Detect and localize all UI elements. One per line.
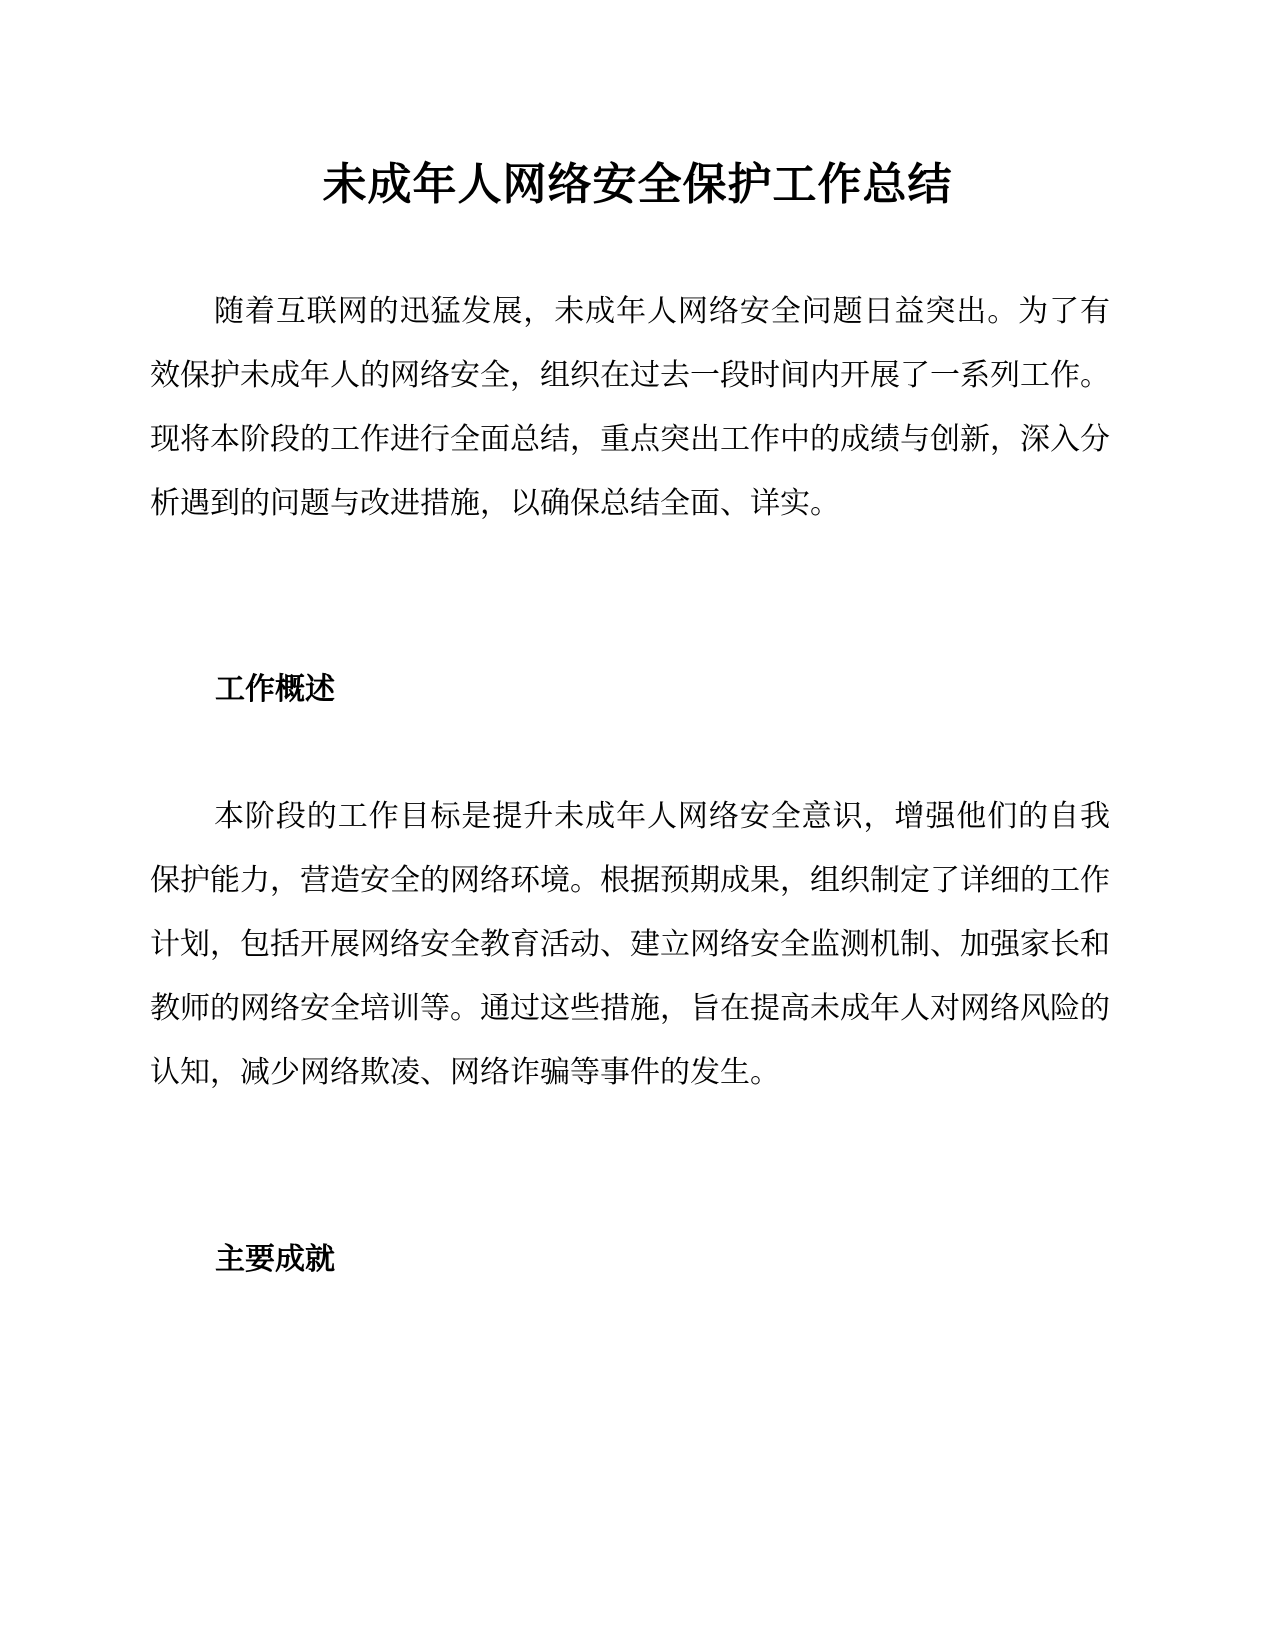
overview-paragraph: 本阶段的工作目标是提升未成年人网络安全意识，增强他们的自我保护能力，营造安全的网络环境。根据预期成果，组织制定了详细的工作计划，包括开展网络安全教育活动、建立网络安全监测机制、加强家长和教师的网络安全培训等。通过这些措施，旨在提高未成年人对网络风险的认知，减少网络欺凌、网络诈骗等事件的发生。 [150,799,1110,1090]
section-heading-overview: 工作概述 [215,672,335,707]
section-heading-achievements: 主要成就 [215,1242,335,1277]
intro-paragraph: 随着互联网的迅猛发展，未成年人网络安全问题日益突出。为了有效保护未成年人的网络安全，组织在过去一段时间内开展了一系列工作。现将本阶段的工作进行全面总结，重点突出工作中的成绩与创新，深入分析遇到的问题与改进措施，以确保总结全面、详实。 [150,294,1110,521]
document-title: 未成年人网络安全保护工作总结 [322,159,953,210]
